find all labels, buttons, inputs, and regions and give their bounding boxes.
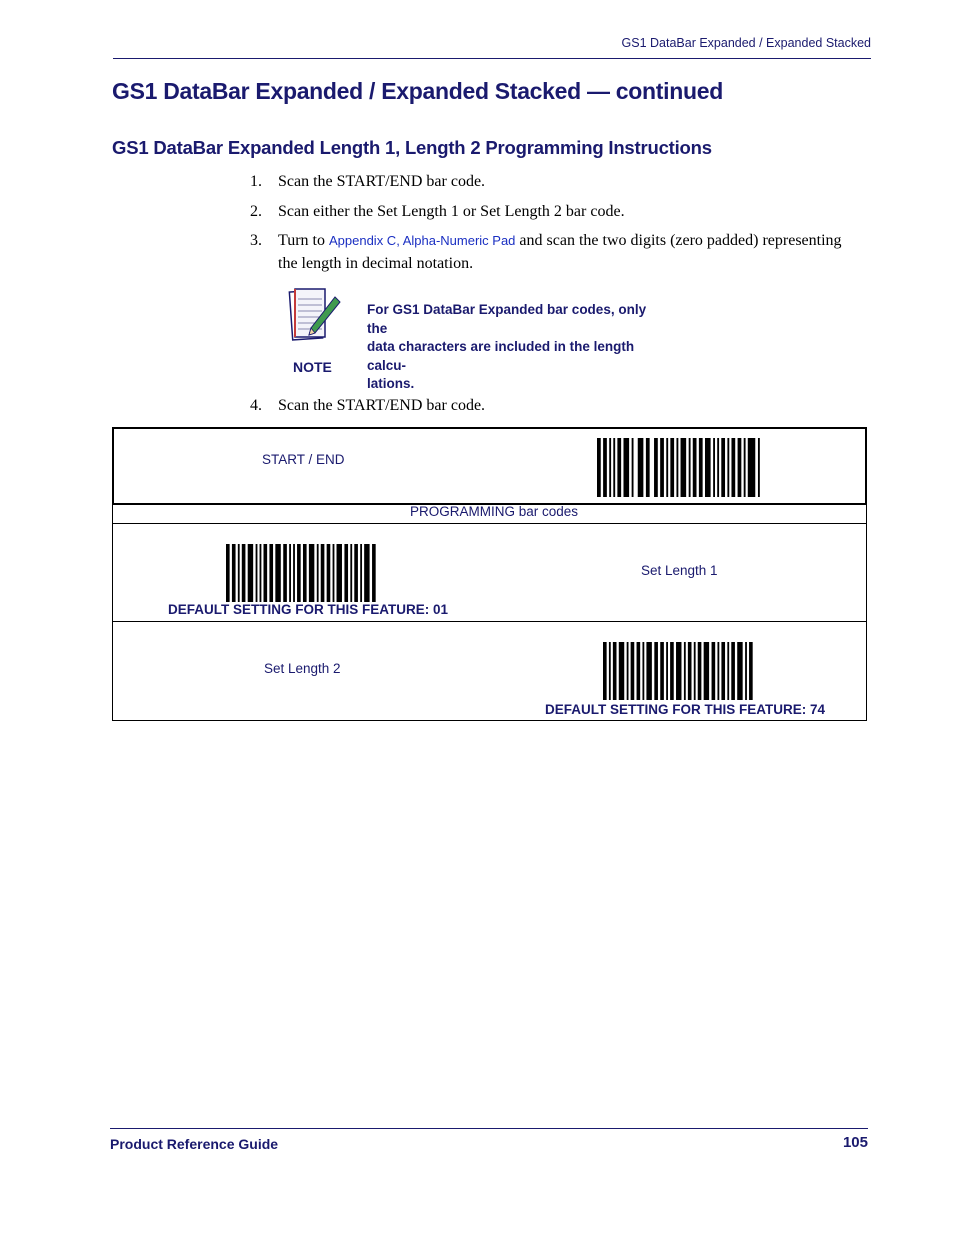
set-length-1-default: DEFAULT SETTING FOR THIS FEATURE: 01 — [168, 602, 449, 617]
barcode-bar — [699, 438, 703, 497]
note-pad-icon — [285, 285, 343, 345]
page-title: GS1 DataBar Expanded / Expanded Stacked — continued — [112, 78, 723, 104]
barcode-bar — [666, 642, 668, 700]
barcode-bar — [275, 544, 280, 602]
barcode-bar — [654, 438, 658, 497]
barcode-bar — [309, 544, 314, 602]
barcode-bar — [681, 438, 687, 497]
barcode-bar — [689, 438, 691, 497]
barcode-bar — [721, 438, 725, 497]
barcode-bar — [749, 642, 753, 700]
set-length-1-label: Set Length 1 — [641, 563, 718, 578]
step-number: 3. — [250, 232, 262, 249]
step-number: 4. — [250, 397, 262, 414]
barcode-bar — [670, 438, 674, 497]
barcode-bar — [603, 642, 607, 700]
programming-caption: PROGRAMMING bar codes — [410, 504, 579, 519]
step-text-post: and scan the two digits (zero padded) representing — [515, 232, 842, 249]
set-length-1-barcode[interactable] — [226, 544, 376, 602]
note-label: NOTE — [293, 359, 332, 375]
step-text-pre: Turn to — [278, 232, 329, 249]
step-number: 1. — [250, 173, 262, 190]
start-end-barcode[interactable] — [597, 438, 760, 497]
barcode-bar — [694, 642, 696, 700]
barcode-bar — [660, 642, 664, 700]
barcode-bar — [713, 438, 715, 497]
barcode-bar — [289, 544, 291, 602]
barcode-bar — [688, 642, 692, 700]
header-rule — [113, 58, 871, 59]
barcode-table — [112, 427, 867, 721]
barcode-bar — [642, 642, 644, 700]
barcode-bar — [638, 438, 644, 497]
barcode-bar — [321, 544, 325, 602]
barcode-bar — [372, 544, 376, 602]
barcode-bar — [232, 544, 236, 602]
barcode-bar — [242, 544, 246, 602]
footer-rule — [110, 1128, 868, 1129]
barcode-bar — [354, 544, 358, 602]
barcode-bar — [731, 642, 735, 700]
barcode-bar — [712, 642, 716, 700]
barcode-bar — [248, 544, 253, 602]
step-text: Scan either the Set Length 1 or Set Length 2 bar code. — [278, 203, 625, 220]
barcode-bar — [238, 544, 240, 602]
running-header: GS1 DataBar Expanded / Expanded Stacked — [621, 36, 871, 50]
step-text — [278, 230, 842, 252]
barcode-bar — [704, 642, 709, 700]
barcode-bar — [727, 438, 729, 497]
barcode-bar — [631, 642, 635, 700]
barcode-bar — [327, 544, 331, 602]
barcode-bar — [676, 642, 681, 700]
barcode-bar — [666, 438, 668, 497]
barcode-bar — [260, 544, 262, 602]
barcode-bar — [350, 544, 352, 602]
appendix-link[interactable]: Appendix C, Alpha-Numeric Pad — [328, 233, 516, 248]
barcode-bar — [698, 642, 702, 700]
barcode-bar — [717, 438, 719, 497]
barcode-bar — [727, 642, 729, 700]
barcode-bar — [360, 544, 362, 602]
barcode-bar — [717, 642, 719, 700]
footer-guide-title: Product Reference Guide — [110, 1136, 279, 1152]
barcode-bar — [693, 438, 697, 497]
barcode-bar — [597, 438, 601, 497]
set-length-2-barcode[interactable] — [603, 642, 753, 700]
barcode-bar — [264, 544, 268, 602]
barcode-bar — [317, 544, 319, 602]
barcode-bar — [646, 642, 651, 700]
barcode-bar — [646, 438, 650, 497]
barcode-bar — [660, 438, 664, 497]
barcode-bar — [670, 642, 674, 700]
barcode-bar — [256, 544, 258, 602]
barcode-bar — [654, 642, 658, 700]
barcode-bar — [758, 438, 760, 497]
note-text — [367, 301, 667, 394]
barcode-bar — [676, 438, 678, 497]
barcode-bar — [613, 642, 617, 700]
barcode-bar — [632, 438, 634, 497]
note-line: data characters are included in the length calcu- — [367, 339, 635, 373]
barcode-bar — [738, 438, 742, 497]
barcode-bar — [744, 438, 746, 497]
barcode-bar — [609, 642, 611, 700]
set-length-2-default: DEFAULT SETTING FOR THIS FEATURE: 74 — [545, 702, 826, 717]
barcode-bar — [637, 642, 641, 700]
barcode-bar — [269, 544, 273, 602]
barcode-bar — [627, 642, 629, 700]
section-title: GS1 DataBar Expanded Length 1, Length 2 Programming Instructions — [112, 137, 712, 158]
step-text: Scan the START/END bar code. — [278, 173, 486, 190]
step-text-line2: the length in decimal notation. — [278, 255, 474, 272]
barcode-bar — [737, 642, 742, 700]
barcode-bar — [337, 544, 342, 602]
barcode-bar — [684, 642, 686, 700]
barcode-bar — [731, 438, 735, 497]
step-number: 2. — [250, 203, 262, 220]
row-divider — [112, 523, 867, 524]
barcode-bar — [333, 544, 335, 602]
barcode-bar — [297, 544, 301, 602]
barcode-bar — [623, 438, 629, 497]
note-line: For GS1 DataBar Expanded bar codes, only the — [367, 302, 647, 336]
barcode-bar — [603, 438, 607, 497]
barcode-bar — [609, 438, 611, 497]
barcode-bar — [705, 438, 711, 497]
barcode-bar — [745, 642, 747, 700]
barcode-bar — [344, 544, 348, 602]
barcode-bar — [613, 438, 615, 497]
page-number: 105 — [842, 1134, 868, 1151]
set-length-2-label: Set Length 2 — [264, 661, 341, 676]
barcode-bar — [617, 438, 621, 497]
barcode-bar — [364, 544, 369, 602]
barcode-bar — [748, 438, 756, 497]
row-divider — [112, 621, 867, 622]
note-line: lations. — [367, 376, 415, 391]
step-text: Scan the START/END bar code. — [278, 397, 486, 414]
barcode-bar — [293, 544, 295, 602]
barcode-bar — [283, 544, 287, 602]
barcode-bar — [303, 544, 307, 602]
start-end-label: START / END — [262, 452, 345, 467]
barcode-bar — [619, 642, 624, 700]
barcode-bar — [721, 642, 725, 700]
barcode-bar — [226, 544, 230, 602]
